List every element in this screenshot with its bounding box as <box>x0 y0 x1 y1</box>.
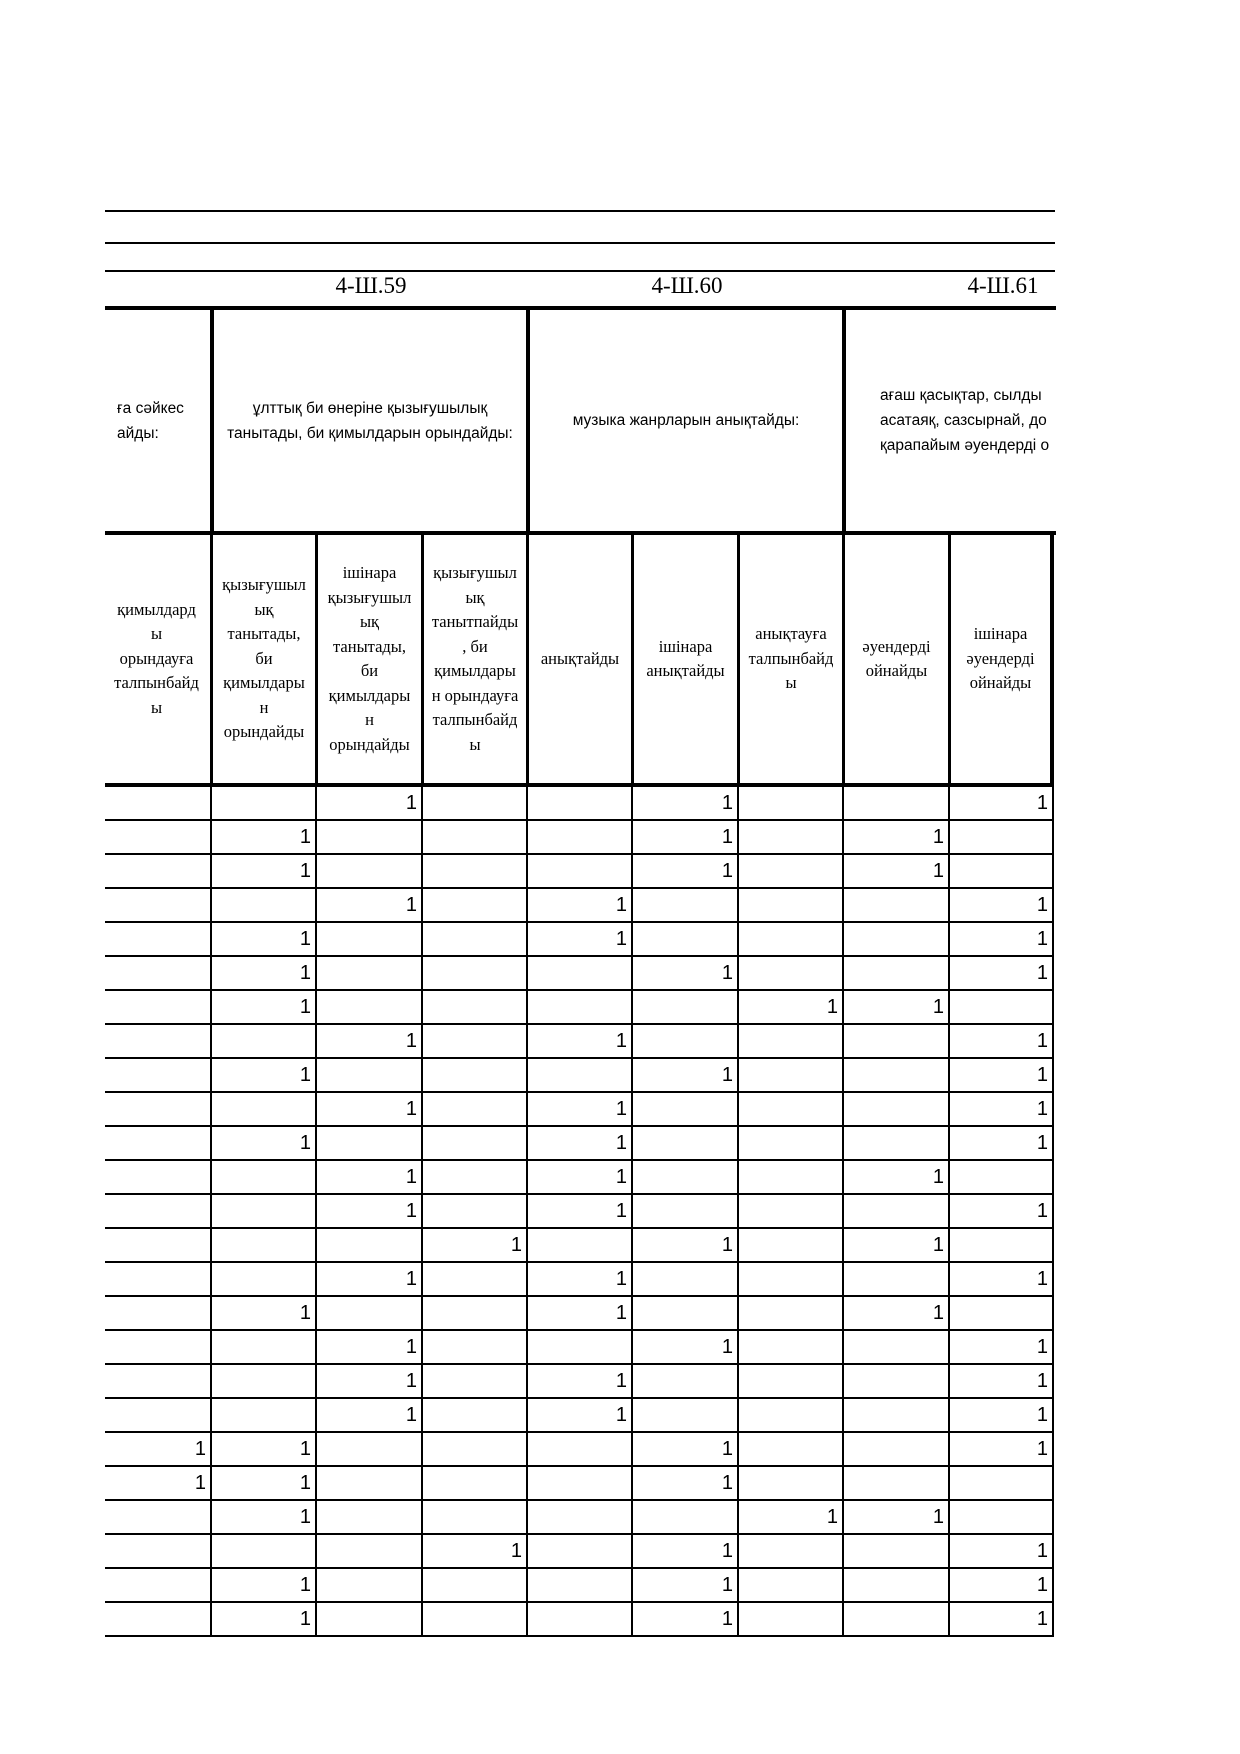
table-cell: 1 <box>631 1603 737 1637</box>
table-row <box>105 991 1056 1025</box>
table-cell: 1 <box>526 1399 631 1433</box>
table-cell <box>315 1569 421 1603</box>
table-cell <box>105 1399 210 1433</box>
table-cell <box>842 1365 948 1399</box>
table-row <box>105 1025 1056 1059</box>
sub-header-9-text: ішінара әуендерді ойнайды <box>966 624 1035 693</box>
group-header-dance <box>210 306 526 535</box>
column-code-61: 4-Ш.61 <box>967 273 1039 298</box>
table-cell: 1 <box>210 957 315 991</box>
group-header-instruments-text: ағаш қасықтар, сылды асатаяқ, сазсырнай, до қарапайым әуендерді о <box>880 387 1050 454</box>
table-cell: 1 <box>948 1535 1054 1569</box>
table-cell <box>631 1127 737 1161</box>
table-cell <box>421 1331 526 1365</box>
table-cell <box>631 923 737 957</box>
table-cell <box>105 787 210 821</box>
table-cell <box>210 1161 315 1195</box>
sub-header-5-text: анықтайды <box>540 648 620 668</box>
table-cell <box>631 889 737 923</box>
table-cell: 1 <box>210 1467 315 1501</box>
table-cell <box>526 991 631 1025</box>
table-cell <box>421 1127 526 1161</box>
sub-header-5 <box>526 535 631 787</box>
table-cell <box>737 1433 842 1467</box>
table-cell: 1 <box>842 1161 948 1195</box>
table-cell <box>105 1229 210 1263</box>
sub-header-4-text: қызығушыл ық танытпайды , би қимылдары н орындауға талпынбайд ы <box>431 563 519 754</box>
table-cell <box>842 1569 948 1603</box>
table-cell <box>421 1569 526 1603</box>
table-cell: 1 <box>315 889 421 923</box>
table-cell: 1 <box>210 1501 315 1535</box>
table-cell <box>315 1535 421 1569</box>
table-cell: 1 <box>210 821 315 855</box>
table-cell: 1 <box>948 1059 1054 1093</box>
table-cell: 1 <box>526 1263 631 1297</box>
table-cell: 1 <box>105 1433 210 1467</box>
table-cell <box>631 1025 737 1059</box>
table-cell: 1 <box>526 1297 631 1331</box>
table-row <box>105 1229 1056 1263</box>
table-cell <box>737 1263 842 1297</box>
table-row <box>105 787 1056 821</box>
table-cell <box>421 1467 526 1501</box>
table-cell: 1 <box>948 1263 1054 1297</box>
table-cell <box>842 1399 948 1433</box>
table-cell <box>842 1059 948 1093</box>
table-cell: 1 <box>631 1331 737 1365</box>
table-cell <box>105 1127 210 1161</box>
table-cell <box>105 1331 210 1365</box>
table-row <box>105 1059 1056 1093</box>
table-cell <box>315 957 421 991</box>
table-cell <box>737 855 842 889</box>
table-row <box>105 1297 1056 1331</box>
table-cell: 1 <box>631 1433 737 1467</box>
table-cell: 1 <box>526 1161 631 1195</box>
table-cell <box>421 1025 526 1059</box>
table-cell <box>737 889 842 923</box>
table-cell: 1 <box>842 1297 948 1331</box>
table-cell <box>737 1161 842 1195</box>
table-cell: 1 <box>737 1501 842 1535</box>
table-cell <box>737 1535 842 1569</box>
table-cell <box>421 1501 526 1535</box>
table-cell <box>526 787 631 821</box>
table-cell <box>526 1501 631 1535</box>
sub-header-4 <box>421 535 526 787</box>
table-cell <box>842 1127 948 1161</box>
table-row <box>105 1603 1056 1637</box>
table-cell <box>210 1331 315 1365</box>
table-cell <box>315 1467 421 1501</box>
table-cell <box>105 1569 210 1603</box>
table-cell <box>737 1297 842 1331</box>
table-cell <box>315 1433 421 1467</box>
table-cell: 1 <box>948 923 1054 957</box>
table-cell <box>737 1195 842 1229</box>
table-cell: 1 <box>315 1161 421 1195</box>
table-cell: 1 <box>948 1399 1054 1433</box>
table-cell: 1 <box>526 1093 631 1127</box>
table-cell: 1 <box>210 1297 315 1331</box>
table-cell <box>105 1603 210 1637</box>
table-cell: 1 <box>315 1331 421 1365</box>
table-cell <box>842 923 948 957</box>
group-header-prev <box>105 306 210 535</box>
code-row <box>105 270 1056 306</box>
table-cell <box>105 1025 210 1059</box>
table-row <box>105 923 1056 957</box>
table-cell: 1 <box>948 1195 1054 1229</box>
table-cell <box>737 1569 842 1603</box>
table-cell <box>526 1467 631 1501</box>
table-cell <box>315 1501 421 1535</box>
table-row <box>105 1535 1056 1569</box>
table-cell <box>210 1093 315 1127</box>
table-cell <box>948 821 1054 855</box>
sub-header-3 <box>315 535 421 787</box>
table-cell <box>105 1501 210 1535</box>
table-cell <box>526 1229 631 1263</box>
table-cell <box>737 1127 842 1161</box>
sub-header-2-text: қызығушыл ық танытады, би қимылдары н орындайды <box>222 575 306 742</box>
table-cell: 1 <box>631 957 737 991</box>
table-cell <box>421 855 526 889</box>
table-cell: 1 <box>315 1399 421 1433</box>
table-cell: 1 <box>631 1467 737 1501</box>
table-cell <box>737 1331 842 1365</box>
table-row <box>105 1195 1056 1229</box>
table-cell: 1 <box>210 1127 315 1161</box>
table-cell <box>421 787 526 821</box>
table-row <box>105 1467 1056 1501</box>
table-cell <box>421 1433 526 1467</box>
column-code-59: 4-Ш.59 <box>335 273 407 298</box>
table-cell <box>421 1093 526 1127</box>
table-cell <box>526 1331 631 1365</box>
table-cell <box>631 1399 737 1433</box>
table-cell <box>631 1501 737 1535</box>
table-cell <box>210 1195 315 1229</box>
table-cell <box>842 1093 948 1127</box>
sub-header-6-text: ішінара анықтайды <box>646 636 725 680</box>
table-cell <box>210 1399 315 1433</box>
table-row <box>105 1365 1056 1399</box>
table-cell: 1 <box>948 1603 1054 1637</box>
table-cell <box>421 1297 526 1331</box>
table-cell: 1 <box>315 1263 421 1297</box>
table-row <box>105 1433 1056 1467</box>
sub-header-8 <box>842 535 948 787</box>
table-cell: 1 <box>631 855 737 889</box>
table-cell <box>105 923 210 957</box>
table-cell <box>948 991 1054 1025</box>
sub-header-1 <box>105 535 210 787</box>
assessment-table <box>105 270 1056 1670</box>
table-cell <box>421 1161 526 1195</box>
sub-header-7-text: анықтауға талпынбайд ы <box>748 624 834 693</box>
table-cell <box>737 1399 842 1433</box>
table-cell <box>842 1195 948 1229</box>
table-row <box>105 1127 1056 1161</box>
table-cell <box>315 1059 421 1093</box>
table-cell: 1 <box>948 1569 1054 1603</box>
table-cell: 1 <box>526 1195 631 1229</box>
table-cell: 1 <box>631 1569 737 1603</box>
table-cell <box>631 1365 737 1399</box>
table-cell: 1 <box>210 1059 315 1093</box>
table-cell <box>948 1161 1054 1195</box>
table-cell <box>631 1195 737 1229</box>
sub-header-8-text: әуендерді ойнайды <box>862 636 931 680</box>
table-cell <box>737 1093 842 1127</box>
column-code-60: 4-Ш.60 <box>651 273 723 298</box>
table-row <box>105 1501 1056 1535</box>
table-cell: 1 <box>631 1535 737 1569</box>
table-cell <box>421 821 526 855</box>
table-cell: 1 <box>315 787 421 821</box>
table-cell: 1 <box>737 991 842 1025</box>
table-cell <box>526 821 631 855</box>
table-cell <box>105 1093 210 1127</box>
table-row <box>105 1093 1056 1127</box>
table-cell: 1 <box>948 1127 1054 1161</box>
table-cell <box>315 1297 421 1331</box>
table-row <box>105 1399 1056 1433</box>
table-cell <box>737 1059 842 1093</box>
table-cell: 1 <box>948 1093 1054 1127</box>
sub-header-2 <box>210 535 315 787</box>
top-rule-2 <box>105 242 1055 244</box>
table-row <box>105 889 1056 923</box>
table-row <box>105 821 1056 855</box>
table-row <box>105 1569 1056 1603</box>
table-cell <box>315 821 421 855</box>
table-cell: 1 <box>526 1365 631 1399</box>
table-cell <box>315 1603 421 1637</box>
table-cell: 1 <box>842 991 948 1025</box>
table-cell <box>421 1059 526 1093</box>
table-cell <box>105 991 210 1025</box>
table-cell: 1 <box>526 889 631 923</box>
table-cell <box>421 1603 526 1637</box>
sub-header-9 <box>948 535 1054 787</box>
table-cell: 1 <box>631 1059 737 1093</box>
table-cell <box>421 1195 526 1229</box>
group-header-music-genres-text: музыка жанрларын анықтайды: <box>572 412 800 429</box>
top-rule-1 <box>105 210 1055 212</box>
table-cell <box>526 1569 631 1603</box>
table-cell <box>842 1433 948 1467</box>
table-cell <box>315 1127 421 1161</box>
table-cell <box>737 1229 842 1263</box>
table-cell <box>315 1229 421 1263</box>
table-cell <box>105 1059 210 1093</box>
table-cell <box>421 1365 526 1399</box>
table-cell: 1 <box>948 1433 1054 1467</box>
table-cell: 1 <box>210 1433 315 1467</box>
table-cell: 1 <box>526 1025 631 1059</box>
table-cell <box>526 855 631 889</box>
group-header-prev-text: ғa сәйкес айды: <box>117 399 184 442</box>
table-cell <box>737 1467 842 1501</box>
table-cell: 1 <box>631 787 737 821</box>
table-cell: 1 <box>210 855 315 889</box>
table-cell: 1 <box>842 1229 948 1263</box>
table-row <box>105 855 1056 889</box>
table-cell <box>948 1297 1054 1331</box>
table-row <box>105 1161 1056 1195</box>
table-cell <box>105 821 210 855</box>
table-cell <box>631 1263 737 1297</box>
table-cell <box>421 1263 526 1297</box>
table-row <box>105 1331 1056 1365</box>
table-cell <box>842 957 948 991</box>
table-cell <box>842 787 948 821</box>
table-cell: 1 <box>526 1127 631 1161</box>
table-cell: 1 <box>842 821 948 855</box>
table-cell <box>421 923 526 957</box>
table-cell <box>210 1263 315 1297</box>
table-cell: 1 <box>948 787 1054 821</box>
table-cell <box>948 855 1054 889</box>
table-cell: 1 <box>210 923 315 957</box>
table-cell: 1 <box>842 1501 948 1535</box>
group-header-music-genres <box>526 306 842 535</box>
table-cell: 1 <box>948 1025 1054 1059</box>
table-cell <box>210 1025 315 1059</box>
sub-header-1-text: қимылдард ы орындауға талпынбайд ы <box>114 599 199 717</box>
table-cell: 1 <box>315 1025 421 1059</box>
table-cell: 1 <box>948 957 1054 991</box>
table-cell <box>105 1195 210 1229</box>
table-cell <box>105 855 210 889</box>
table-cell <box>842 1467 948 1501</box>
table-cell <box>737 923 842 957</box>
table-cell <box>105 1161 210 1195</box>
table-cell <box>526 1433 631 1467</box>
table-cell <box>421 889 526 923</box>
sub-header-7 <box>737 535 842 787</box>
table-cell <box>631 1297 737 1331</box>
table-cell <box>105 957 210 991</box>
table-cell <box>210 1535 315 1569</box>
table-cell: 1 <box>315 1195 421 1229</box>
table-cell <box>421 957 526 991</box>
table-cell <box>737 821 842 855</box>
sub-header-3-text: ішінара қызығушыл ық танытады, би қимылдары н орындайды <box>327 563 412 754</box>
table-cell <box>526 957 631 991</box>
table-cell <box>842 1263 948 1297</box>
table-cell: 1 <box>948 1331 1054 1365</box>
table-cell <box>526 1603 631 1637</box>
table-cell: 1 <box>948 889 1054 923</box>
table-cell <box>737 1603 842 1637</box>
table-cell <box>842 889 948 923</box>
table-cell: 1 <box>842 855 948 889</box>
table-cell: 1 <box>210 1603 315 1637</box>
table-cell <box>737 1365 842 1399</box>
table-cell <box>737 1025 842 1059</box>
table-cell <box>631 991 737 1025</box>
table-cell <box>315 923 421 957</box>
table-cell: 1 <box>421 1535 526 1569</box>
table-cell <box>526 1535 631 1569</box>
table-cell <box>948 1229 1054 1263</box>
group-header-instruments <box>842 306 1056 535</box>
table-cell: 1 <box>421 1229 526 1263</box>
table-cell <box>948 1501 1054 1535</box>
table-row <box>105 957 1056 991</box>
table-cell <box>421 1399 526 1433</box>
table-cell <box>842 1603 948 1637</box>
table-cell <box>737 957 842 991</box>
table-cell: 1 <box>315 1093 421 1127</box>
table-cell <box>105 1263 210 1297</box>
table-cell: 1 <box>526 923 631 957</box>
table-cell: 1 <box>631 821 737 855</box>
table-cell: 1 <box>210 991 315 1025</box>
table-cell <box>737 787 842 821</box>
table-cell <box>210 1365 315 1399</box>
table-cell <box>842 1535 948 1569</box>
sub-header-6 <box>631 535 737 787</box>
table-row <box>105 1263 1056 1297</box>
table-cell <box>421 991 526 1025</box>
table-cell: 1 <box>105 1467 210 1501</box>
table-cell <box>105 1297 210 1331</box>
table-cell <box>631 1161 737 1195</box>
table-cell: 1 <box>631 1229 737 1263</box>
table-cell <box>631 1093 737 1127</box>
table-cell <box>210 787 315 821</box>
table-cell <box>315 855 421 889</box>
table-cell: 1 <box>948 1365 1054 1399</box>
table-cell <box>526 1059 631 1093</box>
table-cell <box>315 991 421 1025</box>
group-header-dance-text: ұлттық би өнеріне қызығушылық танытады, би қимылдарын орындайды: <box>227 399 513 442</box>
table-cell: 1 <box>315 1365 421 1399</box>
table-cell <box>105 1535 210 1569</box>
table-cell <box>105 1365 210 1399</box>
table-cell <box>948 1467 1054 1501</box>
table-cell <box>210 1229 315 1263</box>
table-cell <box>842 1331 948 1365</box>
table-cell <box>842 1025 948 1059</box>
table-cell: 1 <box>210 1569 315 1603</box>
table-cell <box>210 889 315 923</box>
table-cell <box>105 889 210 923</box>
